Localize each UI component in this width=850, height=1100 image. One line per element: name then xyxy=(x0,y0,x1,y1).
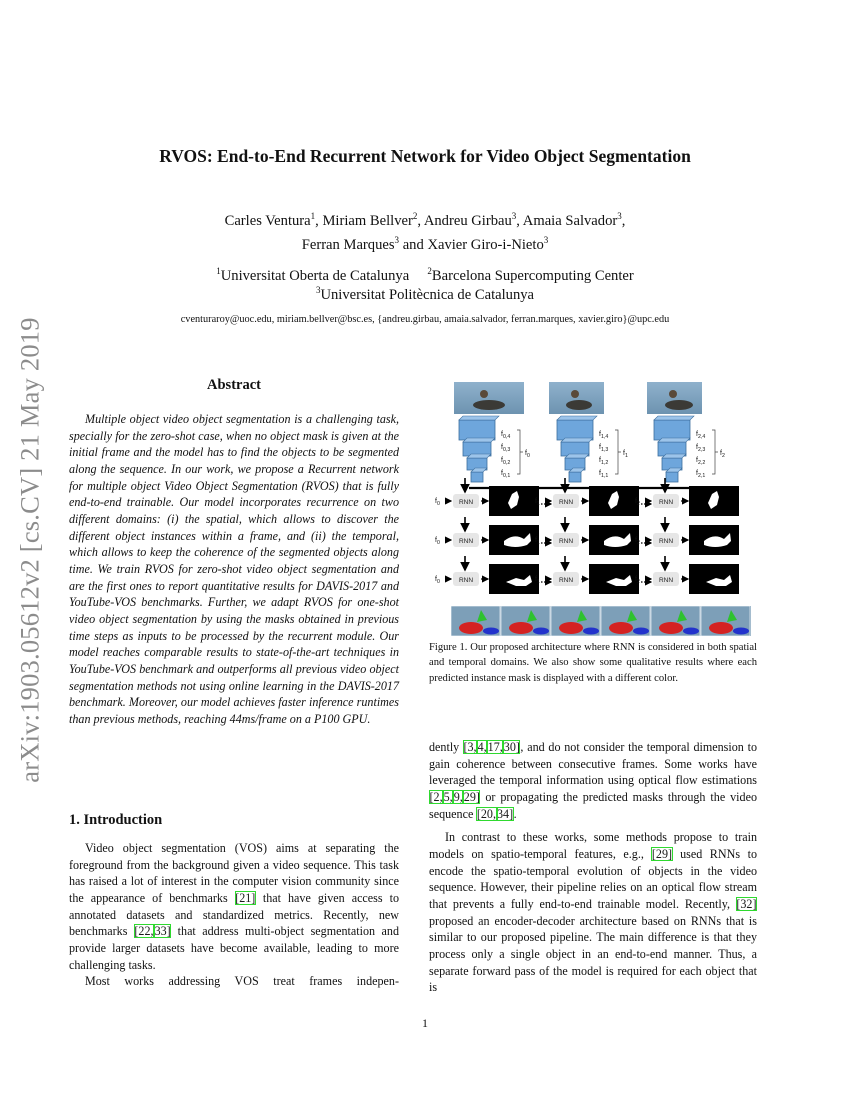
input-frame-1 xyxy=(549,382,604,414)
author-name: Amaia Salvador xyxy=(522,212,618,229)
encoder-1 xyxy=(557,416,628,482)
citation-link[interactable]: 5, xyxy=(443,789,453,804)
figure-caption: Figure 1. Our proposed architecture where RNN is considered in both spatial and temporal domains. We also show some qualitative results where each predicted instance mask is displayed with a different color. xyxy=(429,642,757,684)
encoder-block-top xyxy=(654,416,694,420)
mask-instance xyxy=(483,628,499,635)
feature-label: $f_{1,3}$ xyxy=(599,444,609,453)
encoder-block xyxy=(569,472,581,482)
paper-title: RVOS: End-to-End Recurrent Network for Video Object Segmentation xyxy=(159,146,691,166)
encoder-block xyxy=(459,420,495,440)
feature-label: $f_{1,1}$ xyxy=(599,470,609,479)
rnn-label: RNN xyxy=(658,499,674,506)
citation-link[interactable]: 17, xyxy=(487,740,503,754)
rnn-row-0 xyxy=(435,478,739,516)
affiliation: Universitat Oberta de Catalunya xyxy=(220,267,410,284)
result-frame-4 xyxy=(651,606,700,636)
abstract-body: Multiple object video object segmentation is a challenging task, specially for the zero-shot case, when no object mask is given at the initial frame and the model has to find the objects to be segmented along the sequence. In our work, we propose a Recurrent network for multiple object Video Object Segmentation (RVOS) that is fully end-to-end trainable. Our model incorporates recurrence on two different domains: (i) the spatial, which allows to discover the different object instances within a frame, and (ii) the temporal, which allows to keep the coherence of the segmented objects along time. We train RVOS for zero-shot video object segmentation and are the first ones to report quantitative results for DAVIS-2017 and YouTube-VOS benchmarks. Further, we adapt RVOS for one-shot video object segmentation by using the masks obtained in previous time steps as inputs to be processed by the recurrent module. Our model reaches comparable results to state-of-the-art techniques in YouTube-VOS benchmark and outperforms all previous video object segmentation methods not using online learning in the DAVIS-2017 benchmark. Moreover, our model achieves faster inference runtimes than previous methods, reaching 44ms/frame on a P100 GPU. xyxy=(69,412,399,726)
encoder-block xyxy=(557,420,593,440)
encoder-block-top xyxy=(561,438,593,442)
mask-instance xyxy=(633,628,649,635)
mask-instance xyxy=(583,628,599,635)
encoder-block-top xyxy=(557,416,597,420)
citation-link[interactable]: [21] xyxy=(235,890,256,905)
citation-link[interactable]: 33] xyxy=(154,924,171,939)
citation-link[interactable]: [22, xyxy=(134,924,154,939)
encoder-block-top xyxy=(467,454,491,458)
encoder-block-top xyxy=(565,454,589,458)
rnn-input-label: $f_1$ xyxy=(535,537,540,546)
feature-label: $f_{2,4}$ xyxy=(696,431,706,440)
rnn-input-label: $f_0$ xyxy=(435,537,440,546)
encoders xyxy=(459,416,725,482)
text-run: used RNNs to encode the spatio-temporal evolution of objects in the video sequence. However, their pipeline relies on an optical flow stream that prevents a fully end-to-end trainable model. Recently, xyxy=(429,846,757,911)
rnn-row-2 xyxy=(435,556,739,594)
feature-label: $f_{2,2}$ xyxy=(696,457,706,466)
affil-index: 1 xyxy=(216,266,221,276)
author-name: Miriam Bellver xyxy=(322,212,413,229)
feature-bracket xyxy=(712,430,718,474)
affiliations-line-1 xyxy=(60,266,790,285)
author-name: Ferran Marques xyxy=(301,236,395,253)
feature-label: $f_{1,4}$ xyxy=(599,431,609,440)
citation-link[interactable]: 29] xyxy=(463,789,480,804)
text-run: or propagating the predicted masks through the video sequence xyxy=(429,789,757,821)
intro-paragraph-2: Most works addressing VOS treat frames indepen- xyxy=(85,974,399,989)
input-frame-0 xyxy=(454,382,524,414)
right-paragraph-2 xyxy=(429,829,757,996)
affiliations-line-2 xyxy=(60,285,790,304)
abstract-heading: Abstract xyxy=(207,377,261,393)
author-name: Andreu Girbau xyxy=(423,212,512,229)
rnn-grid xyxy=(435,478,739,594)
rnn-input-label: $f_2$ xyxy=(635,576,640,585)
feature-label: $f_{0,3}$ xyxy=(501,444,511,453)
authors-line-2 xyxy=(60,235,790,254)
author-emails: cventuraroy@uoc.edu, miriam.bellver@bsc.es, {andreu.girbau, amaia.salvador, ferran.marques, xavier.giro}@upc.edu xyxy=(180,314,670,325)
right-paragraph-1 xyxy=(429,739,757,822)
right-column xyxy=(429,739,757,996)
feature-label: $f_{2,1}$ xyxy=(696,470,706,479)
feature-label: $f_{0,1}$ xyxy=(501,470,511,479)
author-affil: 3 xyxy=(511,211,517,221)
author-affil: 3 xyxy=(543,235,549,245)
result-frame-0 xyxy=(451,606,500,636)
encoder-block-top xyxy=(662,454,686,458)
text-run: that address multi-object segmentation and provide larger datasets have become available, leading to more challenging tasks. xyxy=(69,924,399,972)
affil-index: 2 xyxy=(427,266,432,276)
citation-link[interactable]: [29] xyxy=(651,846,673,861)
rnn-label: RNN xyxy=(658,538,674,545)
citation-link[interactable]: [2, xyxy=(429,789,443,804)
authors-line-1: Carles Ventura$^1$, Miriam Bellver$^2$, Andreu Girbau$^3$, Amaia Salvador$^3$, xyxy=(224,211,626,229)
citation-link[interactable]: [20, xyxy=(476,806,496,821)
arxiv-stamp xyxy=(10,290,50,810)
author-affil: 3 xyxy=(617,211,622,221)
citation-link[interactable]: 4, xyxy=(477,740,487,754)
affil-index: 3 xyxy=(315,285,321,295)
result-frame-2 xyxy=(551,606,600,636)
encoder-0 xyxy=(459,416,530,482)
feature-label: $f_{2,3}$ xyxy=(696,444,706,453)
frame-feature-label: $f_1$ xyxy=(623,450,628,459)
rnn-label: RNN xyxy=(458,577,474,584)
rnn-input-label: $f_2$ xyxy=(635,537,640,546)
mask-instance xyxy=(683,628,699,635)
encoder-block xyxy=(654,420,690,440)
feature-label: $f_{1,2}$ xyxy=(599,457,609,466)
encoder-block-top xyxy=(459,416,499,420)
citation-link[interactable]: [32] xyxy=(736,896,757,911)
encoder-block-top xyxy=(463,438,495,442)
rnn-input-label: $f_1$ xyxy=(535,576,540,585)
mask-instance xyxy=(609,622,633,634)
rnn-row-1 xyxy=(435,517,739,555)
text-run: In contrast to these works, some methods propose to train models on spatio-temporal features, e.g., xyxy=(429,830,757,861)
feature-label: $f_{0,4}$ xyxy=(501,431,511,440)
author-and: and xyxy=(402,236,424,253)
mask-instance xyxy=(733,628,749,635)
citation-link[interactable]: [3, xyxy=(463,740,477,754)
citation-link[interactable]: 30] xyxy=(503,740,520,754)
intro-column xyxy=(69,840,399,990)
rnn-input-label: $f_2$ xyxy=(635,498,640,507)
author-affil: 3 xyxy=(394,235,400,245)
rnn-label: RNN xyxy=(558,538,574,545)
input-frame-2 xyxy=(647,382,702,414)
citation-link[interactable]: 9, xyxy=(453,789,463,804)
intro-heading: 1. Introduction xyxy=(69,812,163,828)
figure-1 xyxy=(429,378,757,638)
feature-bracket xyxy=(615,430,621,474)
author-name: Carles Ventura xyxy=(224,212,311,229)
page-number: 1 xyxy=(422,1016,428,1030)
result-frame-5 xyxy=(701,606,750,636)
encoder-block xyxy=(471,472,483,482)
mask-instance xyxy=(559,622,583,634)
mask-instance xyxy=(709,622,733,634)
rnn-label: RNN xyxy=(558,577,574,584)
encoder-block xyxy=(666,472,678,482)
text-run: dently xyxy=(429,740,463,754)
rnn-label: RNN xyxy=(458,499,474,506)
feature-label: $f_{0,2}$ xyxy=(501,457,511,466)
frame-feature-label: $f_0$ xyxy=(525,450,530,459)
input-frames xyxy=(454,382,702,414)
rnn-label: RNN xyxy=(558,499,574,506)
mask-instance xyxy=(533,628,549,635)
text-run: . xyxy=(513,806,517,821)
results-strip xyxy=(451,606,751,636)
rnn-input-label: $f_1$ xyxy=(535,498,540,507)
mask-instance xyxy=(459,622,483,634)
text-run: that have given access to annotated datasets and standardized metrics. Recently, new benchmarks xyxy=(69,890,399,939)
feature-bracket xyxy=(517,430,523,474)
result-frame-3 xyxy=(601,606,650,636)
rnn-input-label: $f_0$ xyxy=(435,498,440,507)
arxiv-stamp-text: arXiv:1903.05612v2 [cs.CV] 21 May 2019 xyxy=(14,317,45,783)
rnn-label: RNN xyxy=(658,577,674,584)
affiliation: Universitat Politècnica de Catalunya xyxy=(320,286,535,303)
text-run: , and do not consider the temporal dimension to gain coherence between consecutive frames. Some works have leveraged the temporal information using optical flow estimations xyxy=(429,740,757,788)
text-run: Video object segmentation (VOS) aims at separating the foreground from the background given a video sequence. This task has raised a lot of interest in the computer vision community since the appearance of benchmarks xyxy=(69,841,399,905)
citation-link[interactable]: 34] xyxy=(497,806,514,821)
encoder-block-top xyxy=(658,438,690,442)
author-name: Xavier Giro-i-Nieto xyxy=(427,236,544,253)
frame-feature-label: $f_2$ xyxy=(720,450,725,459)
mask-instance xyxy=(509,622,533,634)
result-frame-1 xyxy=(501,606,550,636)
text-run: proposed an encoder-decoder architecture based on RNNs that is similar to our proposed pipeline. The main difference is that they process only a single object in an end-to-end manner. Thus, a separate forward pass of the model is required for each object that is xyxy=(429,913,757,995)
rnn-label: RNN xyxy=(458,538,474,545)
affiliation: Barcelona Supercomputing Center xyxy=(431,267,634,284)
intro-paragraph-1 xyxy=(69,840,399,973)
author-affil: 1 xyxy=(310,211,316,221)
author-affil: 2 xyxy=(412,211,418,221)
rnn-input-label: $f_0$ xyxy=(435,576,440,585)
mask-instance xyxy=(659,622,683,634)
encoder-2 xyxy=(654,416,725,482)
